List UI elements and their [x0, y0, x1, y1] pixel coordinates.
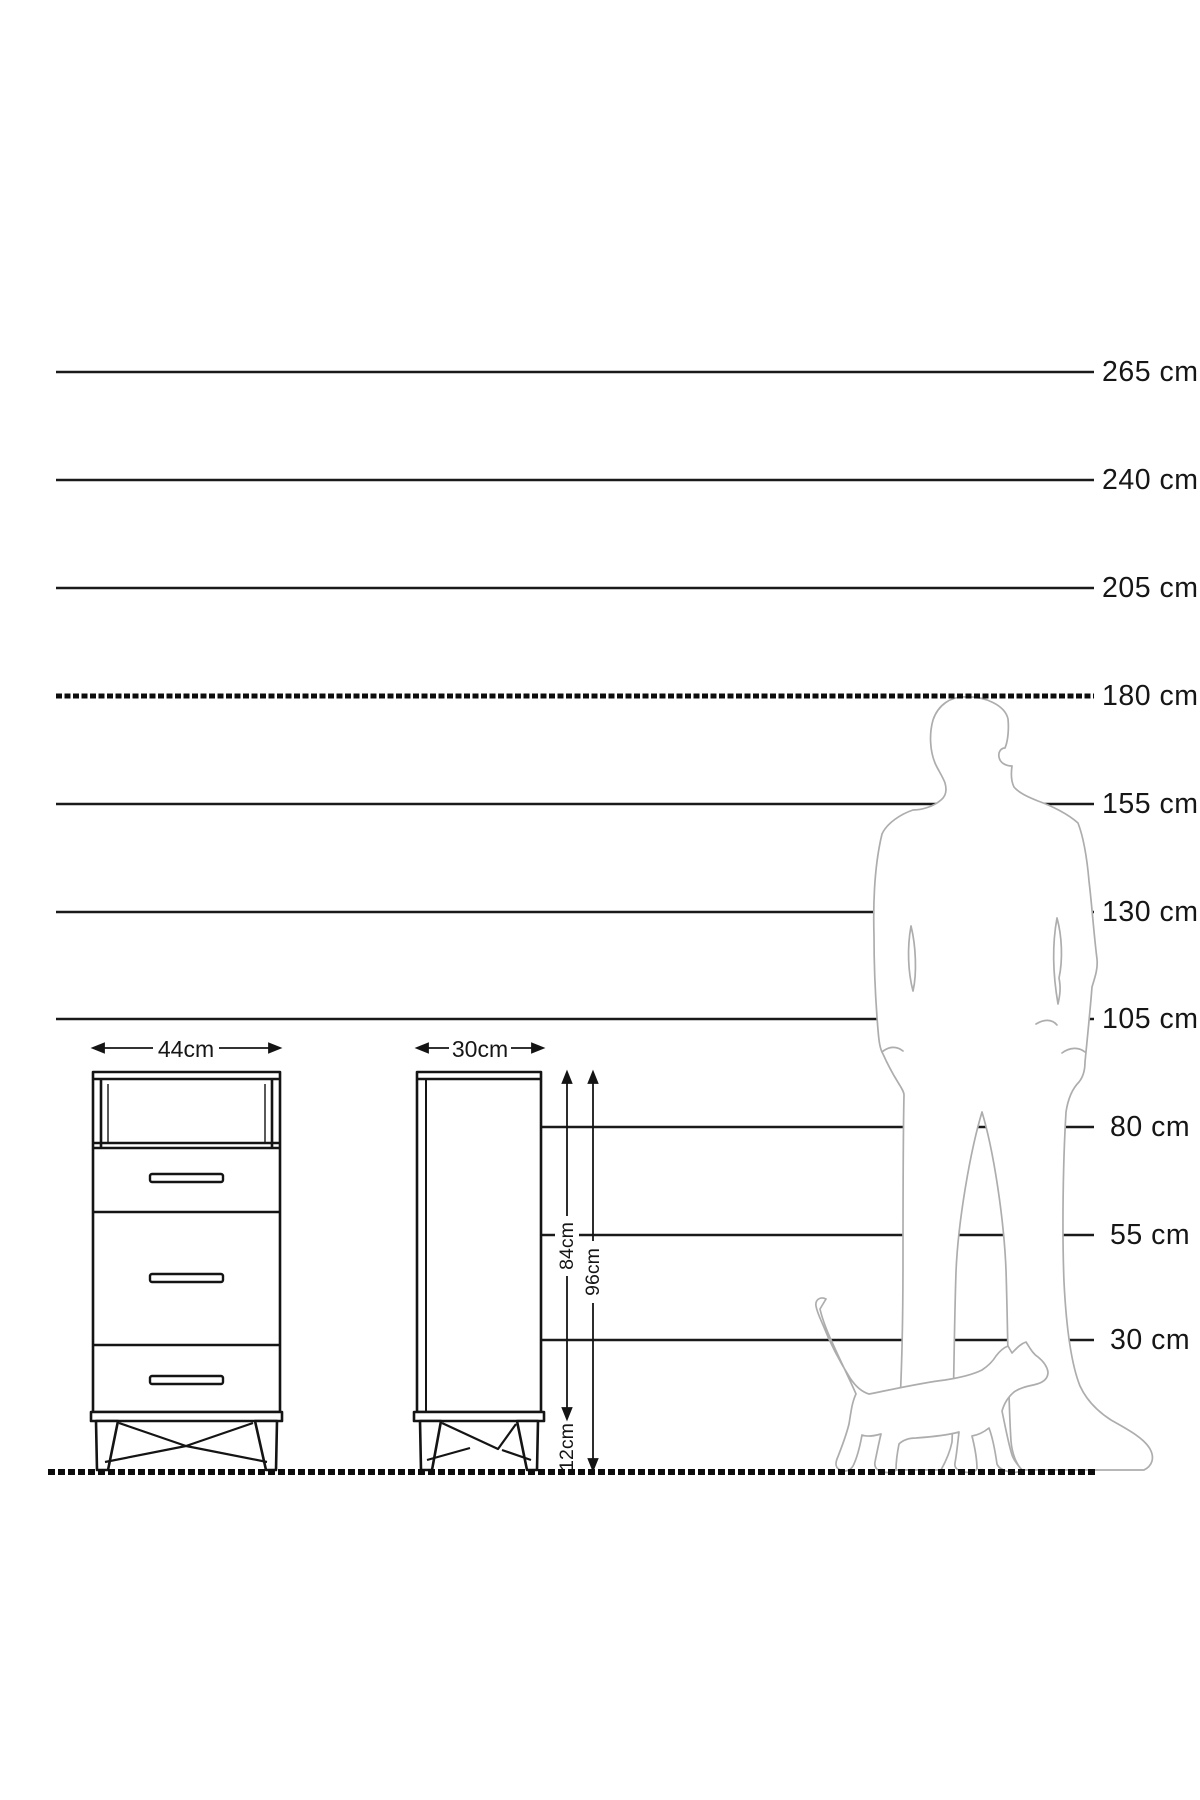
dim-30-label: 30cm [451, 1036, 509, 1062]
dim-84-label: 84cm [556, 1222, 578, 1270]
height-label-205: 205 cm [1102, 572, 1199, 604]
height-label-265: 265 cm [1102, 356, 1199, 388]
side-leg-struts [427, 1423, 531, 1460]
cabinet-front-view [91, 1072, 282, 1470]
dim-96-arrow-bottom [589, 1459, 598, 1470]
front-plinth [91, 1412, 282, 1421]
front-carcass [93, 1072, 280, 1412]
height-label-55: 55 cm [1110, 1219, 1191, 1251]
dim-30-arrow-left [417, 1044, 428, 1053]
height-label-240: 240 cm [1102, 464, 1199, 496]
height-label-155: 155 cm [1102, 788, 1199, 820]
height-label-180: 180 cm [1102, 680, 1199, 712]
drawer3-handle [150, 1376, 223, 1384]
front-leg-struts [105, 1423, 267, 1462]
side-left-leg [420, 1421, 441, 1470]
dim-84-arrow-top [563, 1072, 572, 1083]
dim-84-arrow-bottom [563, 1408, 572, 1419]
side-carcass [417, 1072, 541, 1412]
height-scale-labels [1102, 356, 1198, 1356]
side-right-leg [517, 1421, 538, 1470]
dim-44-label: 44cm [157, 1036, 215, 1062]
height-label-80: 80 cm [1110, 1111, 1191, 1143]
drawer1-handle [150, 1174, 223, 1182]
dim-44-arrow-right [269, 1044, 280, 1053]
height-label-30: 30 cm [1110, 1324, 1191, 1356]
dim-96-label: 96cm [582, 1248, 604, 1296]
drawer2-handle [150, 1274, 223, 1282]
dim-30-arrow-right [532, 1044, 543, 1053]
dim-44-arrow-left [93, 1044, 104, 1053]
side-plinth [414, 1412, 544, 1421]
height-label-105: 105 cm [1102, 1003, 1199, 1035]
height-label-130: 130 cm [1102, 896, 1199, 928]
dim-96-arrow-top [589, 1072, 598, 1083]
dim-12-label: 12cm [556, 1423, 578, 1471]
cabinet-side-view [414, 1072, 544, 1470]
